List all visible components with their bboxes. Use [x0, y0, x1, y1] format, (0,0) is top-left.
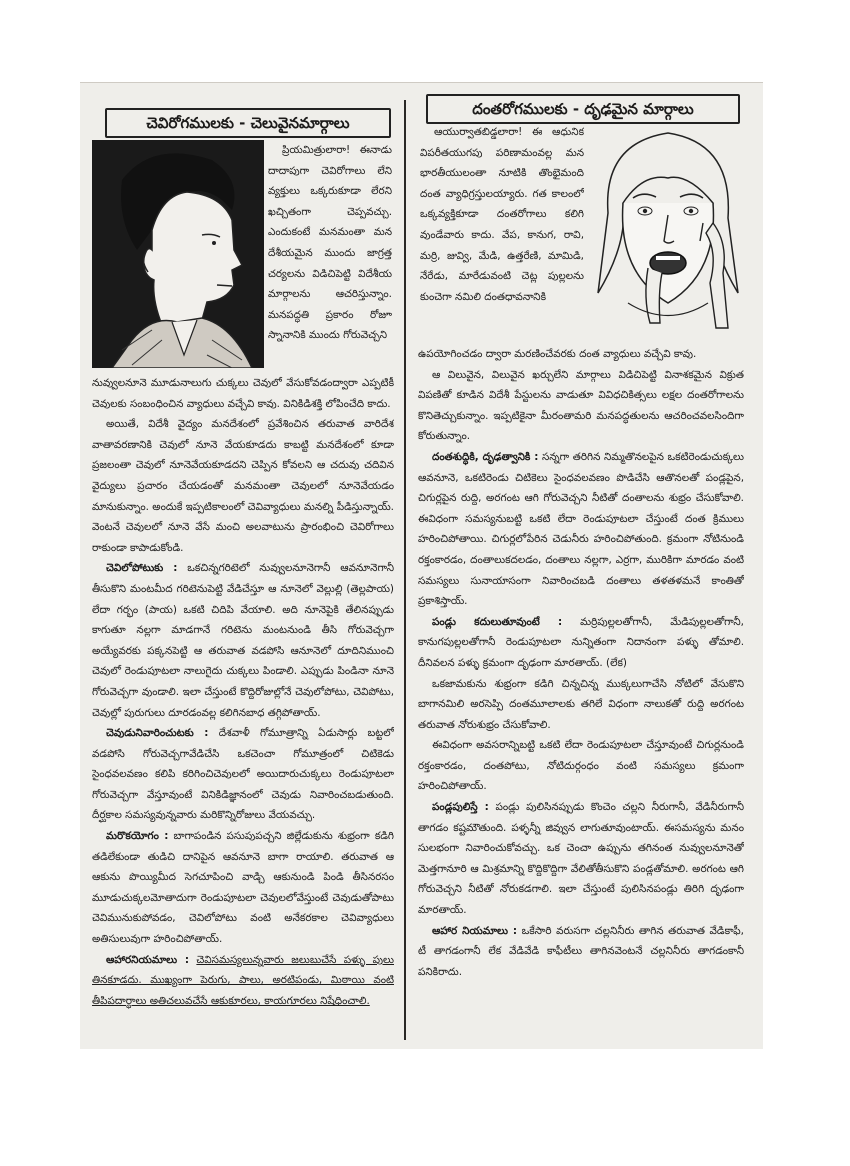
- right-heading-loose-teeth: పండ్లు కదులుతూవుంటే :: [432, 615, 563, 628]
- right-intro-paragraph: ఆయుర్వాతబిడ్డలారా! ఈ ఆధునిక విపరీతయుగపు పరిణామంవల్ల మన భారతీయులంతా నూటికి తొంభైమంది దంత వ్యాధిగ్రస్తులయ్యారు. గత కాలంలో ఒక్కవ్యక్తికూడా దంతరోగాలు కలిగి వుండేవారు కాదు. వేప, కానుగ, రావి, మర్రి, జువ్వి, మేడి, ఉత్తరేణి, మామిడి, నేరేడు, మారేడువంటి చెట్ల పుల్లలను కుంచెగా నమిలి దంతధావనానికి: [420, 126, 584, 303]
- right-paragraph-8: ఒకేసారి వరుసగా చల్లనినీరు తాగిన తరువాత వేడికాఫీ, టీ తాగడంగానీ లేక వేడివేడి కాఫీటీలు తాగినవెంటనే చల్లనినీరు తాగడంకానీ పనికిరాదు.: [418, 924, 744, 978]
- left-intro-paragraph: ప్రియమిత్రులారా! ఈనాడు దాదాపుగా చెవిరోగాలు లేని వ్యక్తులు ఒక్కరుకూడా లేరని ఖచ్చితంగా చెప్పవచ్చు. ఎందుకంటే మనమంతా మన దేశీయమైన ముందు జాగ్రత్త చర్యలను విడిచిపెట్టి విదేశీయ మార్గాలను ఆచరిస్తున్నాం. మనపద్ధతి ప్రకారం రోజూ స్నానానికి ముందు గోరువెచ్చని: [268, 144, 392, 342]
- right-paragraph-4: మర్రిపుల్లలతోగానీ, మేడిపుల్లలతోగానీ, కానుగపుల్లలతోగానీ రెండుపూటలా నున్నితంగా నిదానంగా పళ్ళు తోమాలి. దీనివలన పళ్ళు క్రమంగా దృఢంగా మారతాయ్. (లేక): [418, 615, 744, 669]
- left-paragraph-6: చెవిసమస్యలున్నవారు జలుబుచేసే పళ్ళు పులు తినకూడదు. ముఖ్యంగా పెరుగు, పాలు, అరటిపండు, మిఠాయి వంటి తీపిపదార్థాలు అతిచలువచేసే ఆకుకూరలు, కాయగూరలు నిషేధించాలి.: [92, 953, 394, 1007]
- right-paragraph-2: ఆ విలువైన, విలువైన ఖర్చులేని మార్గాలు విడిచిపెట్టి వినాశకమైన విక్రుత విపణితో కూడిన విదేశీ పేస్టులను వాడుతూ వివిధచికిత్సలు లక్షల దంతరోగాలను కొనితెచ్చుకున్నాం. ఇప్పటికైనా మీరంతామరి మనపద్ధతులను ఆచరించవలసిందిగా కోరుతున్నాం.: [418, 368, 744, 443]
- woman-face-icon: [588, 123, 748, 345]
- right-paragraph-6: ఈవిధంగా అవసరాన్నిబట్టి ఒకటి లేదా రెండుపూటలా చేస్తూవుంటే చిగుర్లనుండి రక్తంకారడం, దంతపోటు, నోటిదుర్గంధం వంటి సమస్యలు క్రమంగా హరించిపోతాయ్.: [418, 739, 744, 793]
- left-paragraph-3: ఒకచిన్నగరిటెలో నువ్వులనూనెగానీ ఆవనూనెగానీ తీసుకొని మంటమీద గరిటెనుపెట్టి వేడిచేస్తూ ఆ నూనెలో వెల్లుల్లి (తెల్లపాయ) లేదా గర్భం (పాయ) ఒకటి చిదిపి వేయాలి. అది నూనెపైకి తేలినప్పుడు కాగుతూ నల్లగా మాడగానే గరిటెను మంటనుండి తీసి గోరువెచ్చగా అయ్యేవరకు పక్కనపెట్టి ఆ తరువాత వడపోసి ఆనూనెలో దూదినిముంచి చెవులో రెండుపూటలా నాలుగైదు చుక్కలు పిండాలి. ఎప్పుడు పిండినా నూనె గోరువెచ్చగా వుండాలి. ఇలా చేస్తుంటే కొద్దిరోజుల్లోనే చెవులోపోటు, చెవిపోటు, చెవుల్లో పురుగులు దూరడంవల్ల కలిగినబాధ తగ్గిపోతాయ్.: [92, 562, 394, 719]
- right-paragraph-5: ఒకజామకును శుభ్రంగా కడిగి చిన్నచిన్న ముక్కలుగాచేసి నోటిలో వేసుకొని బాగానమిలి అరసెప్పి దంతమూలాలకు తగిలే విధంగా నాలుకతో రుద్ది అరగంట తరువాత నోరుశుభ్రం చేసుకోవాలి.: [418, 677, 744, 731]
- left-intro-text: [268, 140, 392, 372]
- left-heading-diet: ఆహారనియమాలు :: [106, 953, 189, 966]
- right-article-title: దంతరోగములకు - దృఢమైన మార్గాలు: [426, 94, 740, 124]
- left-heading-earache: చెవిలోపోటుకు :: [106, 562, 178, 575]
- right-body-text: [418, 344, 744, 1034]
- boy-portrait-icon: [92, 140, 264, 368]
- left-heading-deafness: చెవుడునివారించుటకు :: [106, 727, 209, 740]
- right-heading-teeth-cleaning: దంతశుద్ధికి, దృఢత్వానికి :: [432, 450, 539, 463]
- column-divider: [404, 100, 406, 1040]
- left-body-text: [92, 373, 394, 1043]
- right-paragraph-7: పండ్లు పులిసినప్పుడు కొంచెం చల్లని నీరుగానీ, వేడినీరుగానీ తాగడం కష్టమౌతుంది. పళ్ళన్నీ జివ్వున లాగుతూవుంటాయ్. ఈసమస్యను మనం సులభంగా నివారించుకోవచ్చు. ఒక చెంచా ఉప్పును తగినంత నువ్వులనూనెతో మెత్తగానూరి ఆ మిశ్రమాన్ని కొద్దికొద్దిగా వేలితోతీసుకొని పండ్లతోమాలి. అరగంట ఆగి గోరువెచ్చని నీటితో నోరుకడగాలి. ఇలా చేస్తుంటే పులిసినపండ్లు తిరిగి దృఢంగా మారతాయ్.: [418, 801, 744, 917]
- left-paragraph-4: దేశవాళీ గోమూత్రాన్ని ఏడుసార్లు బట్టలో వడపోసి గోరువెచ్చగావేడిచేసి ఒకచెంచా గోమూత్రంలో చిటికెడు సైంధవలవణం కలిపి కరిగించిచెవులలో అయిదారుచుక్కలు రెండుపూటలా గోరువెచ్చగా వేస్తూవుంటే వినికిడిజ్ఞానంలో చెవుడు నివారించబడుతుంది. దీర్ఘకాల సమస్యవున్నవారు మరికొన్నిరోజులు వేయవచ్చు.: [92, 727, 394, 822]
- boy-ear-illustration: [92, 140, 264, 368]
- left-heading-another-remedy: మరొకయోగం :: [106, 830, 169, 843]
- left-paragraph-5: బాగాపండిన పసుపుపచ్చని జిల్లేడుకును శుభ్రంగా కడిగి తడిలేకుండా తుడిచి దానిపైన ఆవనూనె బాగా రాయాలి. తరువాత ఆ ఆకును పొయ్యిమీద సెగచూపించి వాడ్చి ఆకునుండి పిండి తీసినరసం మూడుచుక్కలమోతాదుగా రెండుపూటలా చెవులలోవేస్తుంటే చెవుడుతోపాటు చెవిమునుకుపోవడం, చెవిలోపోటు వంటి అనేకరకాల చెవివ్యాధులు అతిసులువుగా హరించిపోతాయ్.: [92, 830, 394, 946]
- left-article-title: చెవిరోగములకు - చెలువైనమార్గాలు: [105, 108, 391, 138]
- right-paragraph-3: సన్నగా తరిగిన నిమ్మతొనలపైన ఒకటిరెండుచుక్కలు ఆవనూనె, ఒకటిరెండు చిటికెలు సైంధవలవణం పొడిచేసి ఆతొనలతో పండ్లపైన, చిగుర్లపైన రుద్ది, అరగంట ఆగి గోరువెచ్చని నీటితో దంతాలను శుభ్రం చేసుకోవాలి. ఈవిధంగా సమస్యనుబట్టి ఒకటి లేదా రెండుపూటలా చేస్తుంటే దంత క్రిములు హరించిపోతాయి. చిగుర్లలోపేరిన చెడునీరు హరించిపోతుంది. క్రమంగా నోటినుండి రక్తంకారడం, దంతాలుకదలడం, దంతాలు నల్లగా, ఎర్రగా, మురికిగా మారడం వంటి సమస్యలు సునాయాసంగా నివారించబడి దంతాలు తళతళమనే కాంతితో ప్రకాశిస్తాయ్.: [418, 450, 744, 608]
- right-heading-sensitive-teeth: పండ్లపులిస్తే :: [432, 801, 489, 814]
- woman-teeth-illustration: [588, 123, 748, 345]
- right-heading-diet: ఆహార నియమాలు :: [432, 924, 518, 937]
- right-intro-text: [420, 122, 584, 342]
- left-paragraph-1: నువ్వులనూనె మూడునాలుగు చుక్కలు చెవులో వేసుకోవడంద్వారా ఎప్పటికీ చెవులకు సంబంధించిన వ్యాధులు వచ్చేవి కావు. వినికిడిశక్తి లోపించేది కాదు.: [92, 377, 394, 410]
- right-paragraph-1: ఉపయోగించడం ద్వారా మరణించేవరకు దంత వ్యాధులు వచ్చేవి కావు.: [418, 348, 697, 360]
- left-paragraph-2: అయితే, విదేశీ వైద్యం మనదేశంలో ప్రవేశించిన తరువాత వారిదేశ వాతావరణానికి చెవులో నూనె వేయకూడదు కాబట్టి మనదేశంలో కూడా ప్రజలంతా చెవులో నూనెవేయకూడదని చెప్పిన కోవలని ఆ చదువు చదివిన వైద్యులు ప్రచారం చేయడంతో మనమంతా చెవులలో నూనెవేయడం మానుకున్నాం. అందుకే ఇప్పటికాలంలో చెవివ్యాధులు మనల్ని పీడిస్తున్నాయ్. వెంటనే చెవులలో నూనె వేసే మంచి అలవాటును ప్రారంభించి చెవిరోగాలు రాకుండా కాపాడుకోండి.: [92, 418, 394, 554]
